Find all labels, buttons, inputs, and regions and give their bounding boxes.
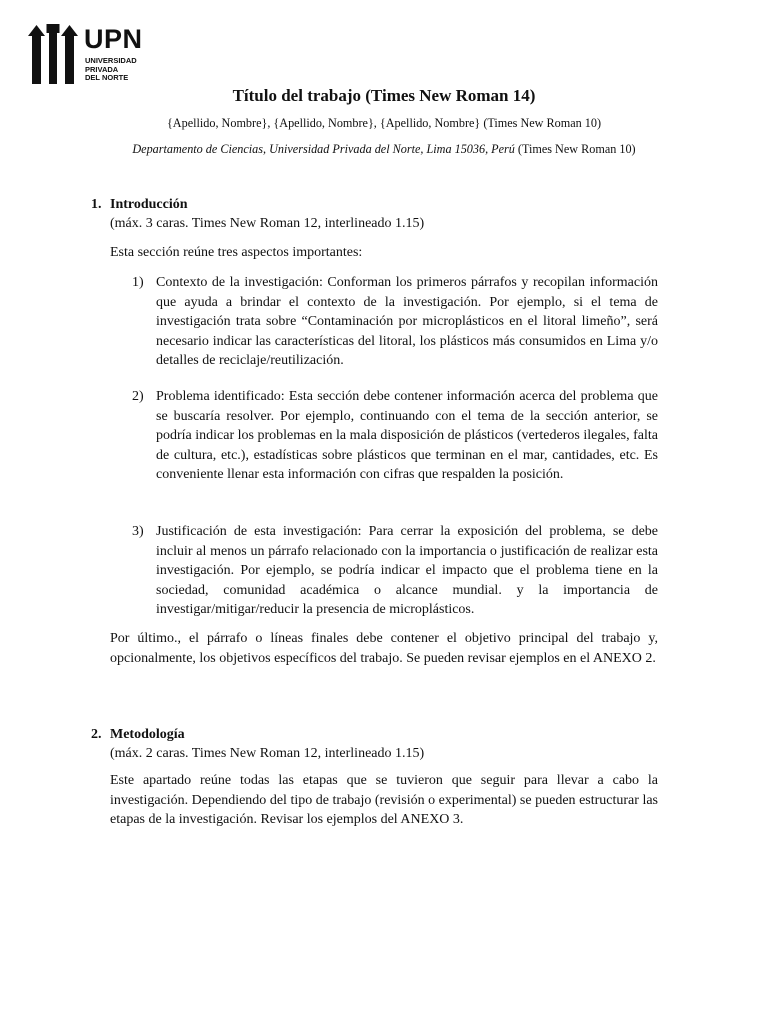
upn-arrow-logo-icon (28, 24, 78, 86)
section-note: (máx. 2 caras. Times New Roman 12, interlineado 1.15) (110, 746, 425, 761)
section-title: Introducción (110, 197, 188, 212)
section-number: 1. (91, 197, 102, 212)
list-item-text: Problema identificado: Esta sección debe contener información acerca del problema que se buscaría resolver. Por ejemplo, continuando con el tema de la sección anterior, se podría indicar los problemas en la mala disposición de plásticos (vertederos ilegales, falta de cultura, etc.), estadísticas sobre plásticos que terminan en el mar, cantidades, etc. Es conveniente llenar esta información con cifras que respalden la posición. (156, 389, 658, 482)
section-heading-metodologia (91, 725, 185, 744)
section-title: Metodología (110, 727, 185, 742)
list-marker: 3) (132, 524, 144, 539)
affiliation-text: Departamento de Ciencias, Universidad Privada del Norte, Lima 15036, Perú (132, 142, 515, 156)
logo-subtitle-line: PRIVADA (85, 64, 119, 74)
logo-subtitle (85, 57, 137, 83)
list-item-text: Justificación de esta investigación: Para cerrar la exposición del problema, se debe incluir al menos un párrafo relacionado con la importancia o justificación de realizar esta investigación. Por ejemplo, se podría indicar el impacto que el problema tiene en la sociedad, comunidad académica o alcance mundial. y la importancia de investigar/mitigar/reducir la presencia de microplásticos. (156, 524, 658, 617)
list-item (132, 522, 658, 620)
section-intro-paragraph: Esta sección reúne tres aspectos importantes: (110, 245, 363, 260)
section-note: (máx. 3 caras. Times New Roman 12, interlineado 1.15) (110, 216, 425, 231)
authors-line: {Apellido, Nombre}, {Apellido, Nombre}, {Apellido, Nombre} (Times New Roman 10) (166, 116, 602, 130)
closing-paragraph: Por último., el párrafo o líneas finales debe contener el objetivo principal del trabajo y, opcionalmente, los objetivos específicos del trabajo. Se pueden revisar ejemplos en el ANEXO 2. (110, 631, 658, 666)
list-item-text: Contexto de la investigación: Conforman los primeros párrafos y recopilan información que ayuda a brindar el contexto de la investigación. Por ejemplo, si el tema de investigación trata sobre “Contaminación por microplásticos en el litoral limeño”, será necesario indicar las características del litoral, los plásticos más consumidos en Lima y/o detalles de reciclaje/reutilización. (156, 275, 658, 368)
section-number: 2. (91, 727, 102, 742)
list-item (132, 387, 658, 485)
logo-subtitle-line: UNIVERSIDAD (85, 56, 137, 65)
affiliation-note: (Times New Roman 10) (514, 142, 636, 156)
list-marker: 1) (132, 275, 144, 290)
section-body-paragraph: Este apartado reúne todas las etapas que se tuvieron que seguir para llevar a cabo la investigación. Dependiendo del tipo de trabajo (revisión o experimental) se pueden estructurar las etapas de la investigación. Revisar los ejemplos del ANEXO 3. (110, 773, 658, 827)
logo-name: UPN (84, 24, 143, 54)
list-marker: 2) (132, 389, 144, 404)
document-title: Título del trabajo (Times New Roman 14) (232, 86, 536, 105)
affiliation-line (0, 141, 768, 157)
list-item (132, 273, 658, 371)
section-heading-introduccion (91, 195, 188, 214)
logo-subtitle-line: DEL NORTE (85, 73, 129, 83)
